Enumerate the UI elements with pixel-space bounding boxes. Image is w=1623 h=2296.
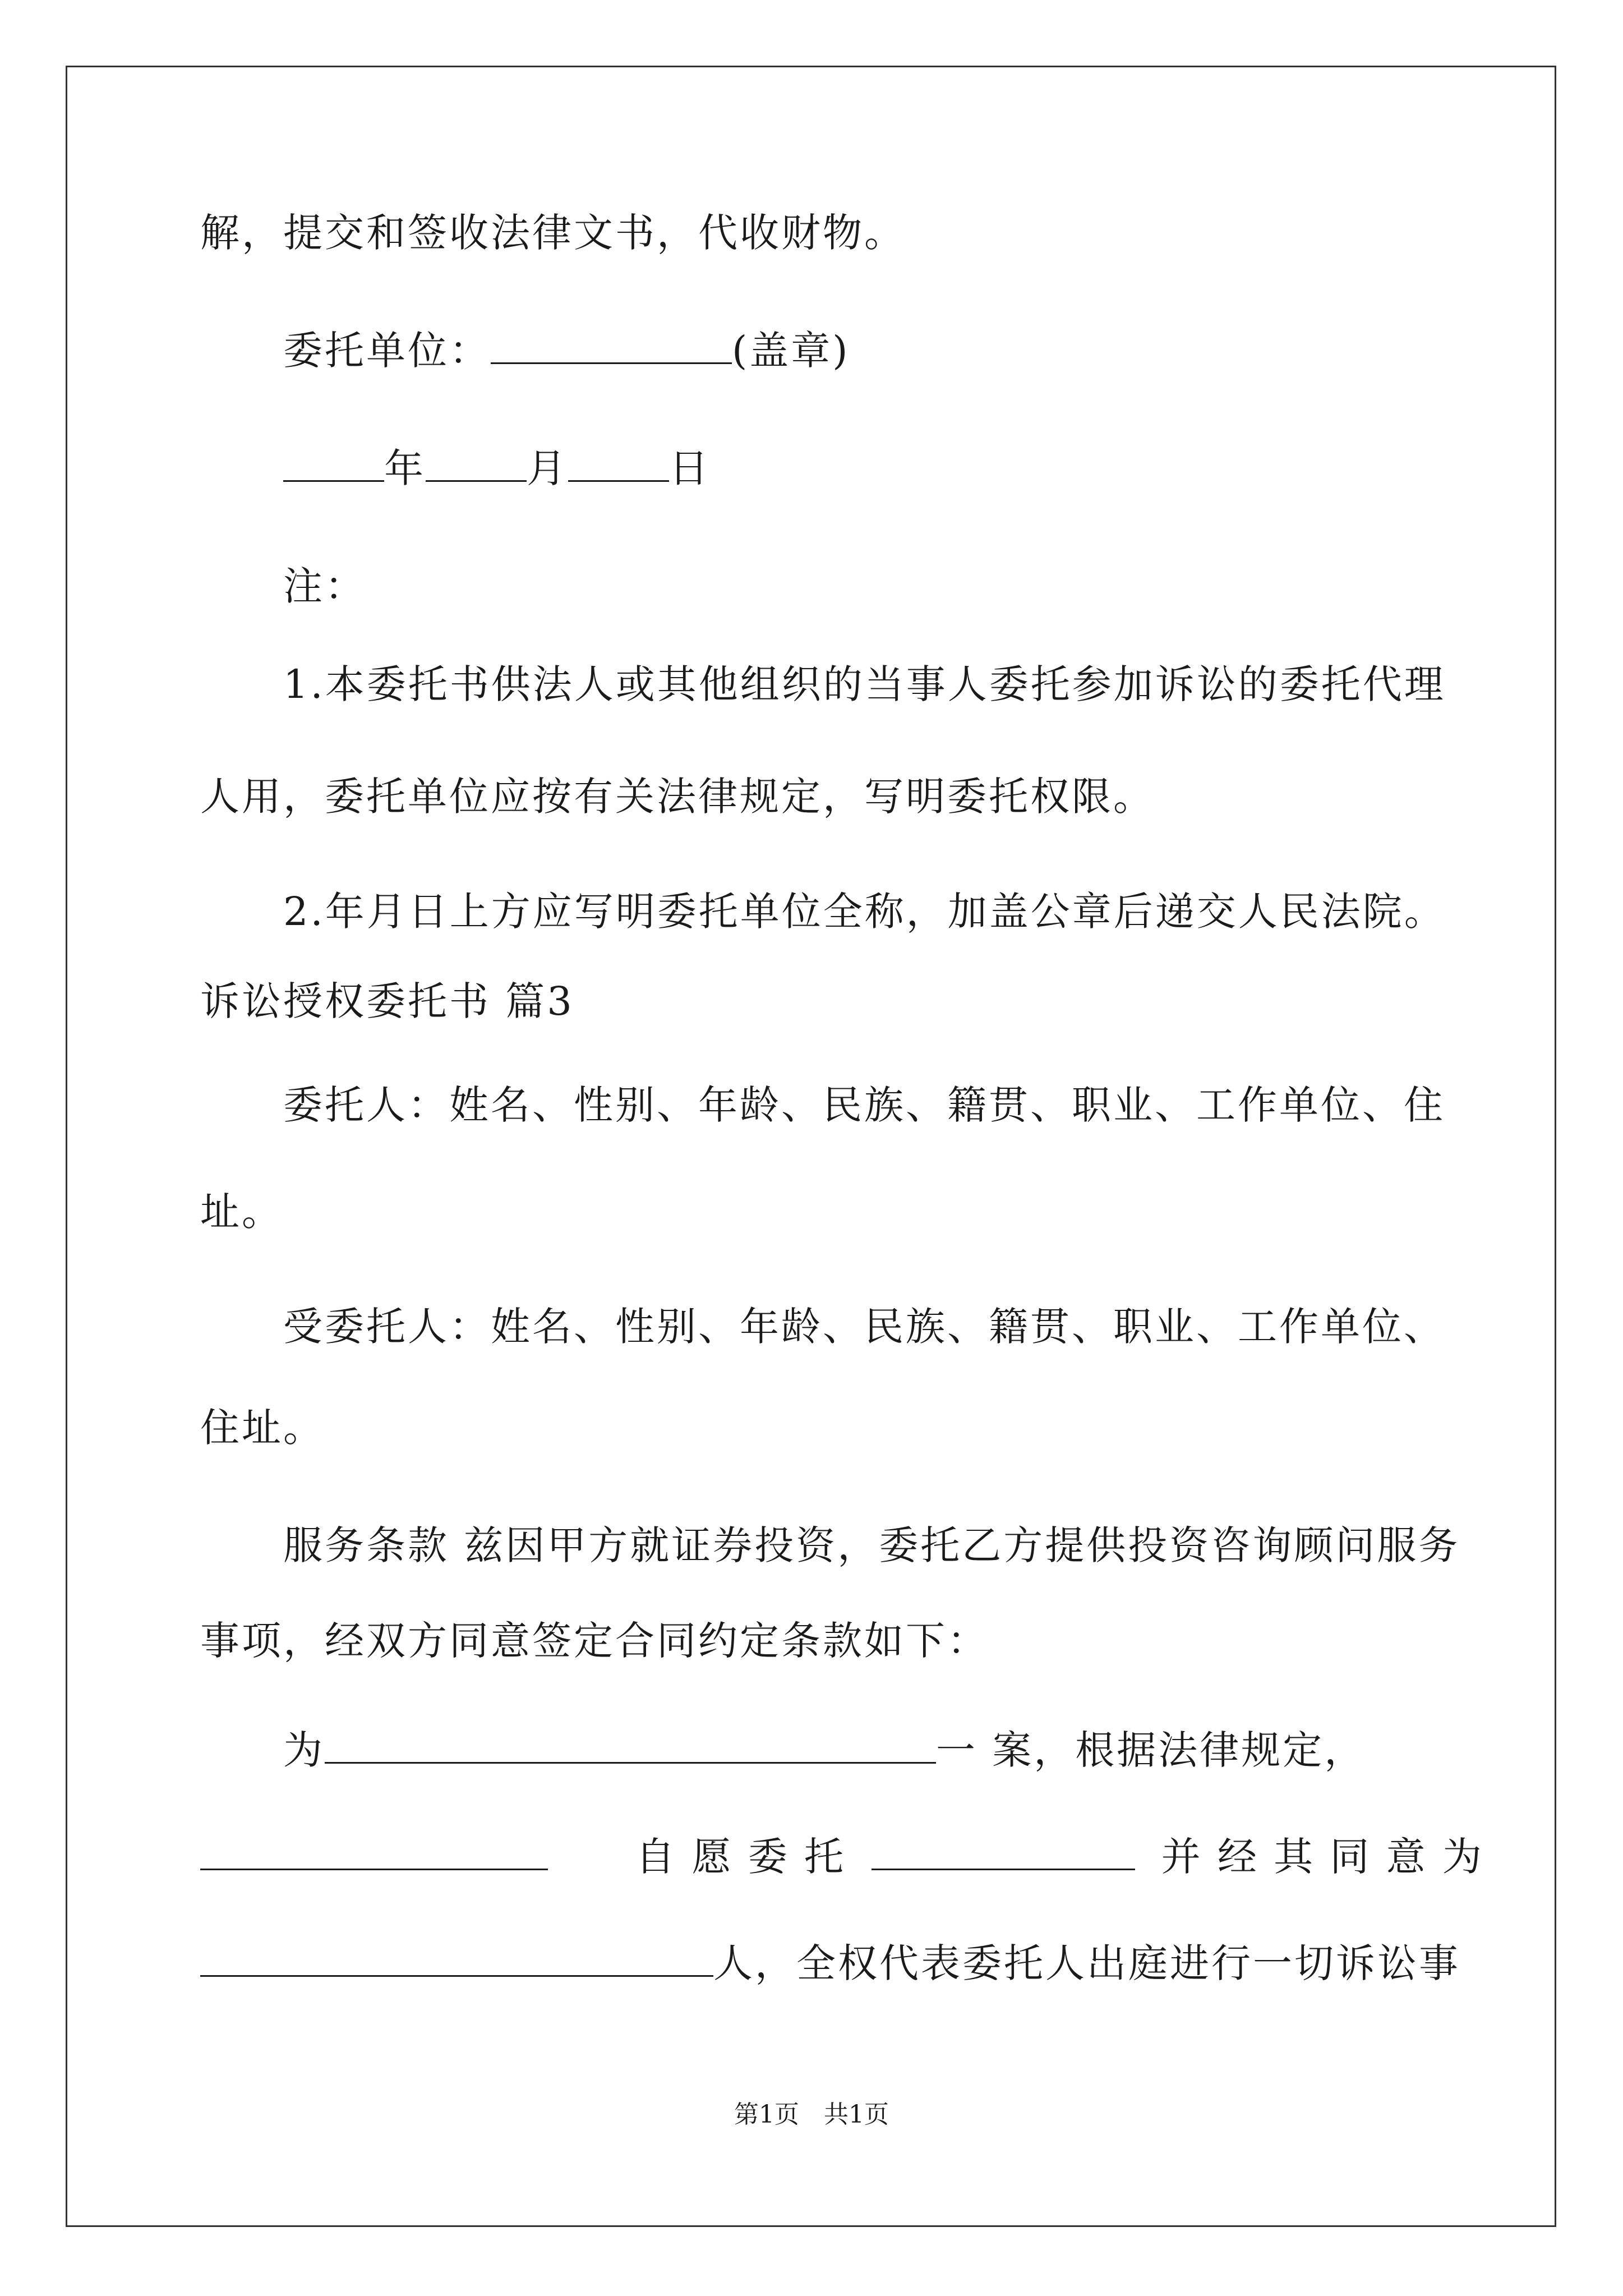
line-text: 住址。 <box>200 1405 325 1451</box>
text-line <box>200 1186 1428 1237</box>
month-label: 月 <box>527 445 568 491</box>
page-number: 第1页 共1页 <box>734 2100 889 2129</box>
line-text: 1.本委托书供法人或其他组织的当事人委托参加诉讼的委托代理 <box>283 661 1446 707</box>
year-blank <box>283 445 384 482</box>
line-text: 诉讼授权委托书 篇3 <box>200 978 574 1024</box>
line-text: 址。 <box>200 1189 283 1235</box>
text-line <box>200 1080 1445 1130</box>
line-text: 委托人：姓名、性别、年龄、民族、籍贯、职业、工作单位、住 <box>283 1082 1445 1128</box>
entrusting-unit-line <box>200 325 1428 376</box>
fill-line-entrust <box>200 1832 1484 1882</box>
agent-blank <box>872 1834 1135 1870</box>
text-line <box>200 1402 1428 1453</box>
line-text: 服务条款 兹因甲方就证券投资，委托乙方提供投资咨询顾问服务 <box>283 1522 1460 1568</box>
day-blank <box>568 445 669 482</box>
day-label: 日 <box>669 445 711 491</box>
line-text: 受委托人：姓名、性别、年龄、民族、籍贯、职业、工作单位、 <box>283 1304 1445 1350</box>
line-text: 自 愿 委 托 <box>635 1834 846 1880</box>
fill-line-case <box>200 1725 1428 1775</box>
case-blank <box>325 1727 936 1764</box>
text-line <box>200 1616 1428 1666</box>
date-line <box>200 443 1428 494</box>
entrusting-unit-label: 委托单位： <box>283 328 491 374</box>
fill-line-role <box>200 1938 1460 1989</box>
seal-label: (盖章) <box>732 328 850 374</box>
text-line <box>200 1301 1445 1352</box>
text-line <box>200 208 1428 258</box>
year-label: 年 <box>384 445 426 491</box>
line-text: 注： <box>283 563 366 609</box>
section-title <box>200 976 1428 1027</box>
note-item-2 <box>200 886 1446 937</box>
page-border <box>66 66 1556 2227</box>
line-text: 2.年月日上方应写明委托单位全称，加盖公章后递交人民法院。 <box>283 889 1446 935</box>
role-blank <box>200 1940 713 1977</box>
principal-blank <box>200 1834 548 1870</box>
entrusting-unit-blank <box>491 328 732 364</box>
line-text: 为 <box>283 1727 325 1773</box>
line-text: 人用，委托单位应按有关法律规定，写明委托权限。 <box>200 774 1155 820</box>
line-text: 解，提交和签收法律文书，代收财物。 <box>200 210 906 256</box>
line-text: 一 案，根据法律规定， <box>936 1727 1366 1773</box>
line-text: 事项，经双方同意签定合同约定条款如下： <box>200 1618 989 1664</box>
line-text: 并 经 其 同 意 为 <box>1161 1834 1484 1880</box>
note-item-1 <box>200 659 1446 710</box>
note-heading <box>200 561 1428 611</box>
text-line <box>200 771 1428 822</box>
line-text: 人，全权代表委托人出庭进行一切诉讼事 <box>713 1940 1460 1986</box>
page-footer <box>0 2098 1623 2132</box>
month-blank <box>426 445 527 482</box>
text-line <box>200 1520 1460 1571</box>
